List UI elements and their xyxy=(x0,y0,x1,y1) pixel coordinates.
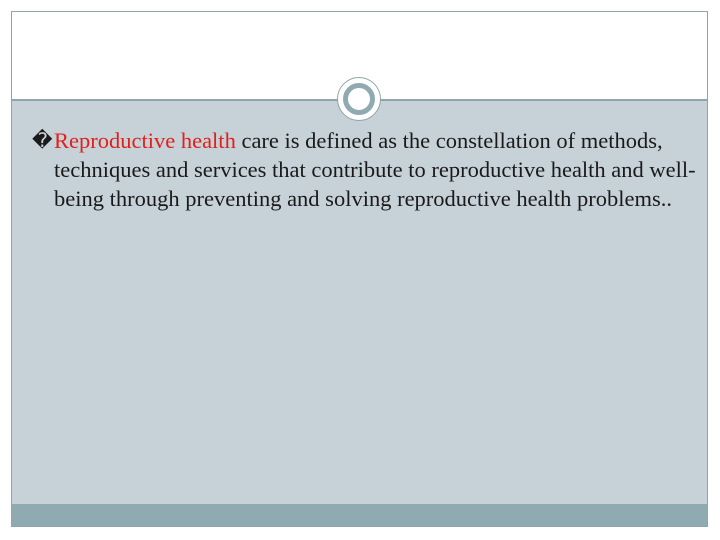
paragraph-text: care is defined as the constellation of methods, techniques and services that contribute to reproductive health and well-being through preventing and solving reproductive health problems.. xyxy=(54,128,696,211)
bullet-icon: � xyxy=(32,128,53,152)
slide-content xyxy=(32,126,696,213)
highlighted-term: Reproductive health xyxy=(54,128,236,153)
circle-ornament-icon xyxy=(337,77,381,121)
ring-icon xyxy=(343,83,375,115)
bullet-paragraph xyxy=(32,126,696,213)
